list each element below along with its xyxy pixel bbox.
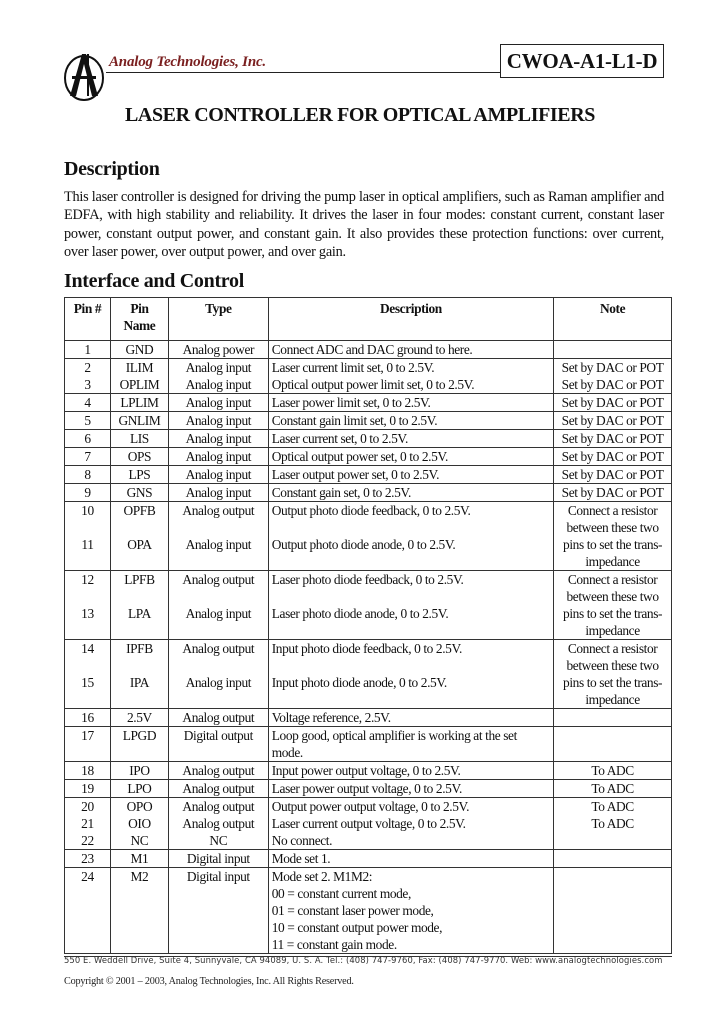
pin-number: 23 [65, 850, 111, 868]
pin-description [268, 571, 553, 606]
pin-note [554, 832, 672, 850]
col-name: Pin Name [110, 298, 168, 341]
table-row [65, 484, 672, 502]
pin-number: 10 [65, 502, 111, 537]
pin-description [268, 815, 553, 832]
page-header [62, 44, 662, 102]
col-note: Note [554, 298, 672, 341]
table-row [65, 850, 672, 868]
pin-description [268, 868, 553, 954]
pin-type: Analog input [168, 466, 268, 484]
table-row [65, 640, 672, 675]
company-logo-icon [62, 48, 106, 102]
pin-description [268, 780, 553, 798]
pin-type: Analog input [168, 376, 268, 394]
pin-type: Digital output [168, 727, 268, 762]
pin-type: Analog input [168, 448, 268, 466]
pin-description [268, 448, 553, 466]
pin-type: Analog input [168, 605, 268, 640]
description-text: Optical output power limit set, 0 to 2.5V. [271, 377, 475, 392]
header-rule [106, 72, 501, 73]
pin-type: Analog output [168, 780, 268, 798]
table-row [65, 815, 672, 832]
pin-note [554, 727, 672, 762]
merged-note: Connect a resistor between these two pins to set the trans-impedance [554, 640, 672, 709]
table-row [65, 341, 672, 359]
mode-line: 01 = constant laser power mode, [271, 903, 434, 918]
pin-name: GNS [110, 484, 168, 502]
pin-type: Analog output [168, 571, 268, 606]
pin-description [268, 727, 553, 762]
table-row [65, 868, 672, 954]
pin-note: To ADC [554, 780, 672, 798]
pin-note: Set by DAC or POT [554, 359, 672, 377]
col-pin: Pin # [65, 298, 111, 341]
description-text: Laser current limit set, 0 to 2.5V. [271, 360, 435, 375]
pin-name: IPA [110, 674, 168, 709]
pin-note [554, 868, 672, 954]
pin-type: Analog output [168, 709, 268, 727]
description-text: Laser photo diode feedback, 0 to 2.5V. [271, 572, 464, 587]
table-row [65, 727, 672, 762]
pin-number: 4 [65, 394, 111, 412]
pin-name: LPS [110, 466, 168, 484]
part-number: CWOA-A1-L1-D [500, 44, 664, 78]
pin-type: Analog input [168, 359, 268, 377]
pin-note [554, 341, 672, 359]
table-header-row [65, 298, 672, 341]
description-text: Constant gain limit set, 0 to 2.5V. [271, 413, 438, 428]
pin-number: 14 [65, 640, 111, 675]
table-row [65, 430, 672, 448]
table-row [65, 502, 672, 537]
pin-number: 24 [65, 868, 111, 954]
pin-number: 11 [65, 536, 111, 571]
pin-description [268, 762, 553, 780]
pin-note: Set by DAC or POT [554, 430, 672, 448]
pin-description [268, 466, 553, 484]
pin-name: OPLIM [110, 376, 168, 394]
pin-name: LPO [110, 780, 168, 798]
description-text: Laser photo diode anode, 0 to 2.5V. [271, 606, 449, 621]
pin-number: 2 [65, 359, 111, 377]
pin-number: 3 [65, 376, 111, 394]
pin-description [268, 341, 553, 359]
pin-number: 6 [65, 430, 111, 448]
mode-line: 10 = constant output power mode, [271, 920, 443, 935]
pin-number: 1 [65, 341, 111, 359]
pin-type: Analog input [168, 412, 268, 430]
description-text: Optical output power set, 0 to 2.5V. [271, 449, 448, 464]
pin-type: Analog input [168, 430, 268, 448]
pin-name: OIO [110, 815, 168, 832]
col-description: Description [268, 298, 553, 341]
table-row [65, 762, 672, 780]
pin-number: 9 [65, 484, 111, 502]
pin-name: LPFB [110, 571, 168, 606]
table-row [65, 832, 672, 850]
description-text: Connect ADC and DAC ground to here. [271, 342, 473, 357]
pin-name: LPLIM [110, 394, 168, 412]
pin-name: NC [110, 832, 168, 850]
pin-name: GND [110, 341, 168, 359]
company-name: Analog Technologies, Inc. [109, 54, 266, 70]
pin-description [268, 832, 553, 850]
pin-type: Analog input [168, 484, 268, 502]
pin-note: To ADC [554, 762, 672, 780]
pin-note: To ADC [554, 815, 672, 832]
merged-note: Connect a resistor between these two pins to set the trans-impedance [554, 571, 672, 640]
table-row [65, 709, 672, 727]
pin-name: ILIM [110, 359, 168, 377]
description-text: Constant gain set, 0 to 2.5V. [271, 485, 411, 500]
description-text: Output power output voltage, 0 to 2.5V. [271, 799, 470, 814]
pin-number: 22 [65, 832, 111, 850]
pin-number: 18 [65, 762, 111, 780]
mode-line: 11 = constant gain mode. [271, 937, 397, 952]
pin-type: Analog input [168, 536, 268, 571]
pin-type: Analog power [168, 341, 268, 359]
pin-number: 15 [65, 674, 111, 709]
col-type: Type [168, 298, 268, 341]
pin-number: 21 [65, 815, 111, 832]
description-text: Input power output voltage, 0 to 2.5V. [271, 763, 461, 778]
description-text: Input photo diode feedback, 0 to 2.5V. [271, 641, 462, 656]
table-row [65, 448, 672, 466]
description-text: Output photo diode anode, 0 to 2.5V. [271, 537, 456, 552]
description-text: Loop good, optical amplifier is working at the set mode. [271, 728, 517, 760]
pin-name: M1 [110, 850, 168, 868]
description-text: Laser power limit set, 0 to 2.5V. [271, 395, 431, 410]
pin-name: GNLIM [110, 412, 168, 430]
footer-address: 550 E. Weddell Drive, Suite 4, Sunnyvale, CA 94089, U. S. A. Tel.: (408) 747-9760, Fax: (408) 747-9770. Web: www.analogtechnologies.com [64, 955, 663, 965]
pin-type: Analog output [168, 762, 268, 780]
pin-description [268, 484, 553, 502]
pin-type: Digital input [168, 850, 268, 868]
pin-note: Set by DAC or POT [554, 448, 672, 466]
pin-note [554, 709, 672, 727]
pin-description [268, 394, 553, 412]
pin-number: 12 [65, 571, 111, 606]
pin-description [268, 359, 553, 377]
description-text: Input photo diode anode, 0 to 2.5V. [271, 675, 447, 690]
pin-name: LIS [110, 430, 168, 448]
table-row [65, 376, 672, 394]
description-text: Mode set 2. M1M2: [271, 869, 373, 884]
pin-number: 20 [65, 798, 111, 816]
table-row [65, 780, 672, 798]
pin-type: Analog output [168, 798, 268, 816]
description-text: Output photo diode feedback, 0 to 2.5V. [271, 503, 471, 518]
description-text: No connect. [271, 833, 333, 848]
table-row [65, 412, 672, 430]
pin-note: Set by DAC or POT [554, 412, 672, 430]
pin-note: Set by DAC or POT [554, 376, 672, 394]
pin-name: OPFB [110, 502, 168, 537]
pin-description [268, 850, 553, 868]
pin-description [268, 376, 553, 394]
description-heading: Description [64, 158, 160, 180]
pin-name: LPA [110, 605, 168, 640]
pin-name: OPS [110, 448, 168, 466]
pin-name: LPGD [110, 727, 168, 762]
pin-type: Analog input [168, 674, 268, 709]
mode-line: 00 = constant current mode, [271, 886, 411, 901]
pin-name: 2.5V [110, 709, 168, 727]
table-row [65, 359, 672, 377]
pin-description [268, 709, 553, 727]
pin-description [268, 605, 553, 640]
table-row [65, 466, 672, 484]
pin-type: Analog output [168, 815, 268, 832]
pin-note: Set by DAC or POT [554, 394, 672, 412]
document-title: LASER CONTROLLER FOR OPTICAL AMPLIFIERS [124, 104, 596, 126]
pin-name: M2 [110, 868, 168, 954]
pin-note: Set by DAC or POT [554, 484, 672, 502]
pin-number: 8 [65, 466, 111, 484]
footer-copyright: Copyright © 2001 – 2003, Analog Technologies, Inc. All Rights Reserved. [64, 976, 354, 987]
pin-note: Set by DAC or POT [554, 466, 672, 484]
pin-number: 16 [65, 709, 111, 727]
pin-name: IPO [110, 762, 168, 780]
pin-number: 5 [65, 412, 111, 430]
pin-note [554, 850, 672, 868]
table-row [65, 798, 672, 816]
pin-number: 17 [65, 727, 111, 762]
pin-number: 13 [65, 605, 111, 640]
pin-name: OPA [110, 536, 168, 571]
pin-description [268, 536, 553, 571]
pin-description [268, 412, 553, 430]
description-text: Laser current output voltage, 0 to 2.5V. [271, 816, 466, 831]
merged-note: Connect a resistor between these two pins to set the trans-impedance [554, 502, 672, 571]
pin-number: 7 [65, 448, 111, 466]
pin-type: Analog output [168, 502, 268, 537]
pin-type: Digital input [168, 868, 268, 954]
description-text: Laser power output voltage, 0 to 2.5V. [271, 781, 462, 796]
pin-description [268, 640, 553, 675]
interface-heading: Interface and Control [64, 270, 244, 292]
pin-type: NC [168, 832, 268, 850]
table-row [65, 571, 672, 606]
pin-name: OPO [110, 798, 168, 816]
description-text: Mode set 1. [271, 851, 331, 866]
pin-note: To ADC [554, 798, 672, 816]
pin-description [268, 502, 553, 537]
pin-description [268, 798, 553, 816]
pin-type: Analog input [168, 394, 268, 412]
pin-name: IPFB [110, 640, 168, 675]
pin-number: 19 [65, 780, 111, 798]
pin-description [268, 430, 553, 448]
description-text: Laser output power set, 0 to 2.5V. [271, 467, 440, 482]
table-row [65, 394, 672, 412]
pin-type: Analog output [168, 640, 268, 675]
pin-description [268, 674, 553, 709]
pin-table [64, 297, 672, 954]
description-text: Laser current set, 0 to 2.5V. [271, 431, 408, 446]
description-text: This laser controller is designed for driving the pump laser in optical amplifiers, such as Raman amplifier and EDFA, with high stability and reliability. It drives the laser in four modes: constant current, constant laser power, constant output power, and constant gain. It also provides these protection functions: over current, over laser power, over output power, and over gain. [64, 189, 664, 260]
description-text: Voltage reference, 2.5V. [271, 710, 391, 725]
